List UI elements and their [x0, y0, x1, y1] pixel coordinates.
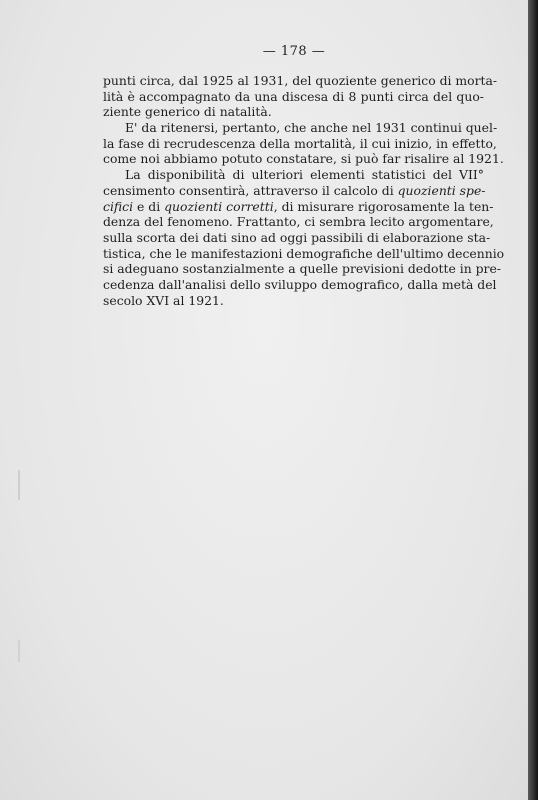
italic-quozienti-corretti: quozienti corretti — [164, 198, 274, 214]
paragraph-3-line-3-text-a: e di — [133, 198, 165, 214]
paragraph-3-line-2 — [103, 183, 484, 199]
paragraph-3-line-5: sulla scorta dei dati sino ad oggi passibili di elaborazione sta- — [103, 229, 491, 245]
paragraph-3-line-3-text-b: , di misurare rigorosamente la ten- — [273, 198, 494, 214]
paragraph-3-line-8: cedenza dall'analisi dello sviluppo demografico, dalla metà del — [103, 276, 497, 292]
paragraph-1-line-3: ziente generico di natalità. — [103, 104, 272, 120]
paragraph-3-line-3 — [103, 198, 494, 215]
paragraph-1-line-1: punti circa, dal 1925 al 1931, del quoziente generico di morta- — [103, 73, 498, 88]
paper-mark-lower — [18, 640, 20, 662]
italic-quozienti-specifici-a: quozienti spe- — [397, 182, 486, 198]
italic-quozienti-specifici-b: cifici — [103, 198, 134, 214]
paragraph-3-line-7: si adeguano sostanzialmente a quelle previsioni dedotte in pre- — [103, 261, 501, 277]
paragraph-3-line-9: secolo XVI al 1921. — [103, 292, 224, 308]
paragraph-3-line-6: tistica, che le manifestazioni demografiche dell'ultimo decennio — [103, 245, 505, 261]
paragraph-3-line-4: denza del fenomeno. Frattanto, ci sembra lecito argomentare, — [103, 214, 494, 230]
page-edge-shadow — [528, 0, 538, 800]
paragraph-3-line-1: La disponibilità di ulteriori elementi statistici del VII° — [125, 167, 484, 183]
paragraph-3-line-2-text: censimento consentirà, attraverso il calcolo di — [103, 182, 398, 198]
paragraph-2-line-2: la fase di recrudescenza della mortalità, il cui inizio, in effetto, — [103, 135, 497, 151]
paragraph-1-line-2: lità è accompagnato da una discesa di 8 punti circa del quo- — [103, 88, 484, 104]
paper-mark — [18, 470, 20, 500]
page-number: — 178 — — [262, 44, 326, 59]
body-text — [103, 73, 505, 308]
paragraph-2-line-3: come noi abbiamo potuto constatare, si può far risalire al 1921. — [103, 151, 504, 167]
paragraph-2-line-1: E' da ritenersi, pertanto, che anche nel 1931 continui quel- — [125, 120, 498, 136]
